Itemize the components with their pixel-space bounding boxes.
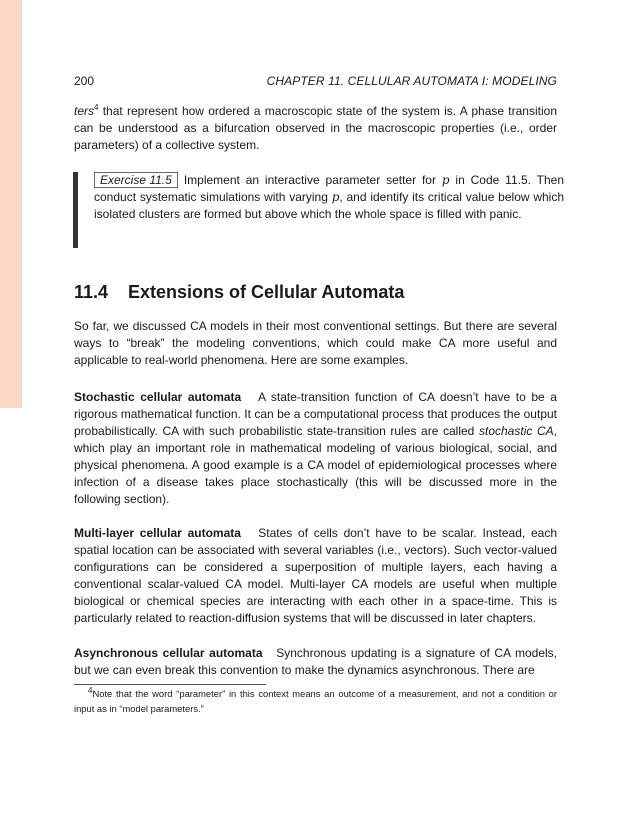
exercise-var-p-2: p <box>331 190 340 204</box>
stochastic-lead: Stochastic cellular automata <box>74 390 242 404</box>
section-title-text: Extensions of Cellular Automata <box>128 282 405 302</box>
section-number: 11.4 <box>74 282 109 302</box>
footnote-divider <box>74 684 266 685</box>
intro-lead-italic: ters <box>74 104 95 118</box>
asynchronous-lead: Asynchronous cellular automata <box>74 646 263 660</box>
exercise-text-3: , and identify its critical value below which isolated clusters are formed but above which the whole space is filled with panic. <box>94 190 564 221</box>
stochastic-italic: stochastic CA <box>479 424 554 438</box>
paragraph-asynchronous <box>74 645 557 679</box>
exercise-paragraph <box>94 172 564 223</box>
side-thumb-tab <box>0 0 22 408</box>
exercise-text-2: in Code 11.5. Then conduct systematic simulations with varying <box>94 173 564 204</box>
footnote-ref[interactable]: 4 <box>94 103 99 112</box>
exercise-text-1: Implement an interactive parameter setter for <box>183 173 442 187</box>
stochastic-text-1: A state-transition function of CA doesn’t have to be a rigorous mathematical function. It can be a computational process that produces the output probabilistically. CA with such probabilistic state-transition rules are called <box>74 390 557 438</box>
chapter-title: CHAPTER 11. CELLULAR AUTOMATA I: MODELING <box>266 74 557 88</box>
exercise-label: Exercise 11.5 <box>94 172 178 188</box>
multilayer-text: States of cells don’t have to be scalar. Instead, each spatial location can be associated with several variables (i.e., vectors). Such vector-valued configurations can be considered a superposition of multiple layers, each having a conventional scalar-valued CA model. Multi-layer CA models are useful when multiple biological or chemical species are interacting with each other in a space-time. This is particularly related to reaction-diffusion systems that will be discussed in later chapters. <box>74 526 557 625</box>
intro-text: that represent how ordered a macroscopic state of the system is. A phase transition can be understood as a bifurcation observed in the macroscopic properties (i.e., order parameters) of a collective system. <box>74 104 557 152</box>
exercise-box <box>73 172 568 248</box>
asynchronous-text: Synchronous updating is a signature of CA models, but we can even break this convention to make the dynamics asynchronous. There are <box>74 646 557 677</box>
exercise-var-p: p <box>441 173 450 187</box>
section-heading <box>74 282 404 303</box>
paragraph-stochastic <box>74 389 557 508</box>
paragraph-intro-extensions: So far, we discussed CA models in their most conventional settings. But there are several ways to “break” the modeling conventions, which could make CA more useful and applicable to real-world phenomena. Here are some examples. <box>74 319 557 367</box>
footnote <box>74 686 557 716</box>
multilayer-lead: Multi-layer cellular automata <box>74 526 241 540</box>
footnote-text: Note that the word “parameter” in this context means an outcome of a measurement, and not a condition or input as in “model parameters.” <box>74 688 557 714</box>
page-number: 200 <box>74 74 95 88</box>
intro-paragraph <box>74 103 557 154</box>
paragraph-multilayer <box>74 525 557 627</box>
stochastic-text-2: , which play an important role in mathematical modeling of various biological, social, and physical phenomena. A good example is a CA model of epidemiological processes where infection of a disease takes place stochastically (this will be discussed more in the following section). <box>74 424 558 506</box>
footnote-marker: 4 <box>88 685 93 695</box>
